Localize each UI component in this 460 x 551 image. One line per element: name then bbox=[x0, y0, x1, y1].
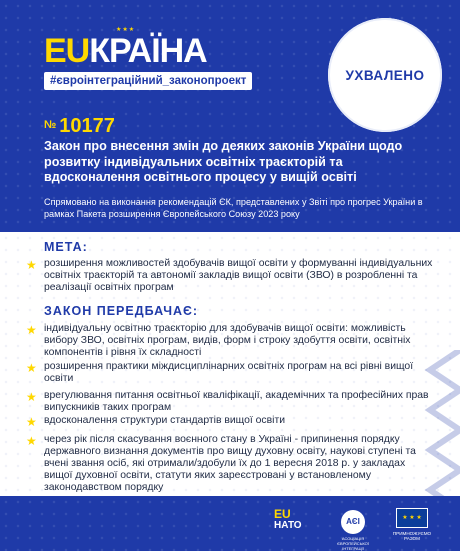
logo-ukraine: КРАЇНА bbox=[89, 32, 207, 70]
hero-section bbox=[0, 0, 460, 232]
eu-flag-caption: ПРИМНОЖУЄМО РАЗОМ bbox=[392, 531, 432, 541]
law-subtitle: Спрямовано на виконання рекомендацій ЄК, представлених у Звіті про прогрес України в рамках Пакета розширення Європейського Союзу 2023 року bbox=[44, 197, 423, 219]
eu-nato-logo-top: EU bbox=[274, 507, 291, 521]
goal-item: розширення можливостей здобувачів вищої освіти у формуванні індивідуальних освітніх траєкторій та автономії закладів вищої освіти (ЗВО) в розробленні та реалізації освітніх програм bbox=[44, 258, 433, 293]
logo-eu: EU bbox=[44, 32, 90, 70]
eu-nato-logo-bottom: НАТО bbox=[274, 520, 302, 531]
goal-heading: МЕТА: bbox=[44, 240, 88, 254]
star-bullet-icon: ★ bbox=[26, 415, 37, 429]
law-item: розширення практики міждисциплінарних освітніх програм на всі рівні вищої освіти bbox=[44, 361, 414, 384]
eu-flag-logo bbox=[388, 508, 436, 544]
law-item: індивідуальну освітню траєкторію для здобувачів вищої освіти: можливість вибору ЗВО, освітніх програм, видів, форм і строку здобуття освіти, освітніх компонентів і рівня їх складності bbox=[44, 323, 411, 358]
law-title: Закон про внесення змін до деяких законів України щодо розвитку індивідуальних освітніх траєкторій та вдосконалення освітнього процесу у вищій освіті bbox=[44, 139, 403, 184]
star-bullet-icon: ★ bbox=[26, 390, 37, 404]
star-bullet-icon: ★ bbox=[26, 434, 37, 448]
bill-number bbox=[44, 114, 115, 137]
aei-logo-caption: АСОЦІАЦІЯ ЄВРОПЕЙСЬКОЇ ІНТЕГРАЦІЇ bbox=[337, 536, 369, 551]
aei-logo-mark: АЄІ bbox=[341, 510, 365, 534]
law-item: врегулювання питання освітньої кваліфікації, академічних та професійних прав випускників таких програм bbox=[44, 390, 429, 413]
law-item: через рік після скасування воєнного стану в Україні - припинення порядку державного визнання документів про вищу духовну освіту, наукові ступені та вчені звання осіб, які отримали/здобули їх до 1 вересня 2018 р. у закладах вищої духовної освіти, статути яких зареєстровані у встановленому законодавством порядку bbox=[44, 434, 416, 493]
hashtag-label: #євроінтеграційний_законопроект bbox=[44, 72, 252, 90]
status-badge bbox=[328, 18, 442, 132]
number-prefix: № bbox=[44, 119, 57, 131]
number-value: 10177 bbox=[59, 115, 115, 137]
footer-strip bbox=[0, 496, 460, 551]
eu-stars-icon: ★★★ bbox=[116, 27, 136, 33]
eu-nato-logo bbox=[274, 508, 306, 538]
star-bullet-icon: ★ bbox=[26, 323, 37, 337]
status-badge-text: УХВАЛЕНО bbox=[345, 67, 425, 83]
star-bullet-icon: ★ bbox=[26, 258, 37, 272]
eu-ukraine-logo bbox=[44, 28, 207, 68]
law-item: вдосконалення структури стандартів вищої освіти bbox=[44, 415, 286, 426]
star-bullet-icon: ★ bbox=[26, 361, 37, 375]
law-heading: ЗАКОН ПЕРЕДБАЧАЄ: bbox=[44, 304, 199, 318]
aei-logo bbox=[336, 510, 370, 551]
eu-flag-icon: ★ ★ ★ bbox=[396, 508, 428, 528]
